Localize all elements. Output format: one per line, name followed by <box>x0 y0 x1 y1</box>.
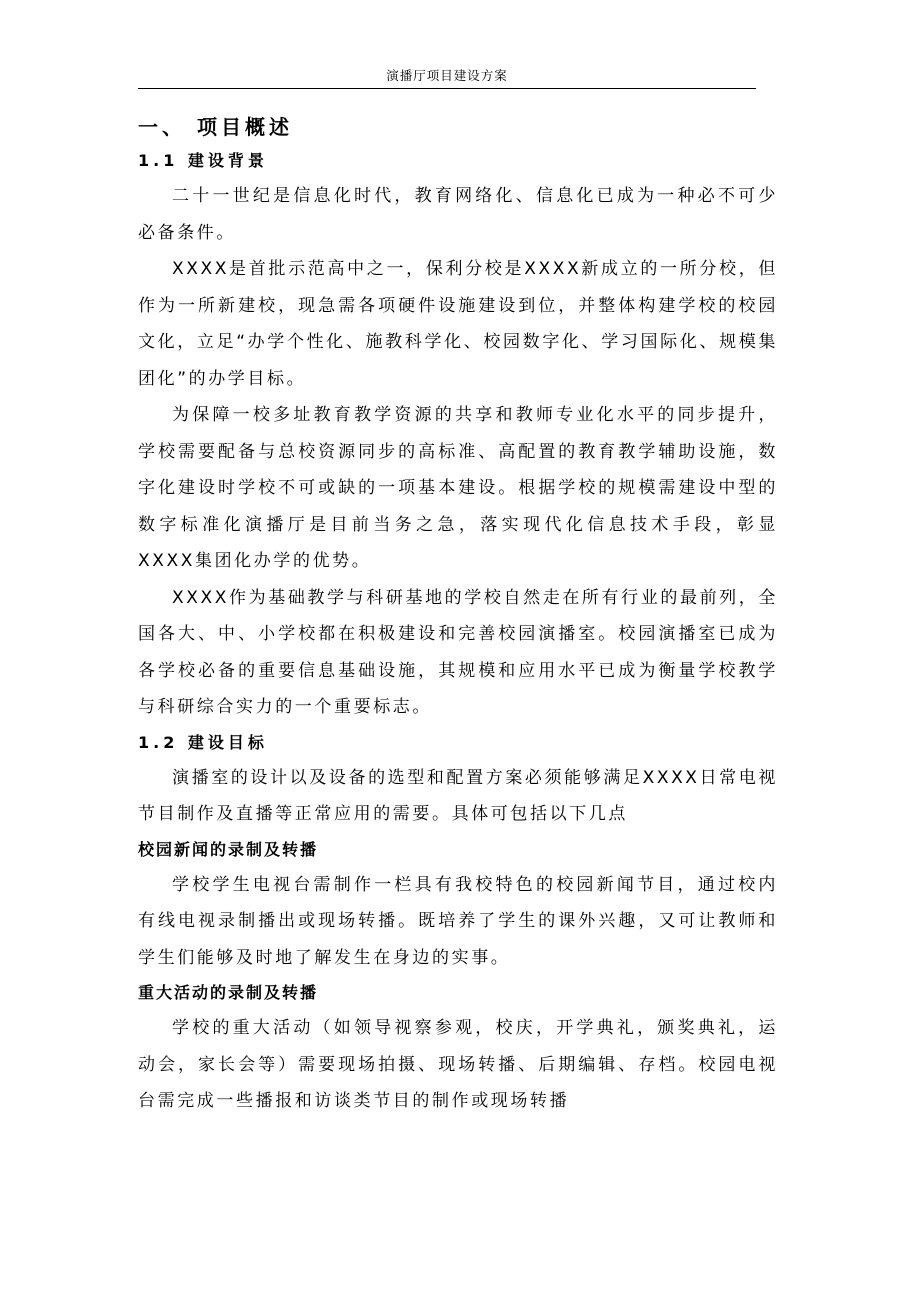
topic-title-major-events: 重大活动的录制及转播 <box>138 983 319 1002</box>
paragraph: 为保障一校多址教育教学资源的共享和教师专业化水平的同步提升，学校需要配备与总校资源同步的高标准、高配置的教育教学辅助设施，数字化建设时学校不可或缺的一项基本建设。根据学校的规模需建设中型的数字标准化演播厅是目前当务之急，落实现代化信息技术手段，彰显XXXX集团化办学的优势。 <box>138 405 778 571</box>
header-title: 演播厅项目建设方案 <box>386 68 508 83</box>
subsection-title-background: 1.1 建设背景 <box>138 151 268 170</box>
topic-title-campus-news: 校园新闻的录制及转播 <box>138 839 319 859</box>
paragraph: 演播室的设计以及设备的选型和配置方案必须能够满足XXXX日常电视节目制作及直播等正常应用的需要。具体可包括以下几点 <box>138 767 778 824</box>
paragraph: 二十一世纪是信息化时代，教育网络化、信息化已成为一种必不可少必备条件。 <box>138 186 778 243</box>
paragraph: XXXX是首批示范高中之一，保利分校是XXXX新成立的一所分校，但作为一所新建校，现急需各项硬件设施建设到位，并整体构建学校的校园文化，立足“办学个性化、施教科学化、校园数字化、学习国际化、规模集团化”的办学目标。 <box>138 259 778 389</box>
paragraph: XXXX作为基础教学与科研基地的学校自然走在所有行业的最前列，全国各大、中、小学校都在积极建设和完善校园演播室。校园演播室已成为各学校必备的重要信息基础设施，其规模和应用水平已成为衡量学校教学与科研综合实力的一个重要标志。 <box>138 587 778 717</box>
page-header <box>138 62 756 89</box>
document-body <box>138 110 778 1120</box>
section-title-overview: 一、 项目概述 <box>138 115 293 139</box>
subsection-title-goals: 1.2 建设目标 <box>138 732 268 752</box>
paragraph: 学校的重大活动（如领导视察参观，校庆，开学典礼，颁奖典礼，运动会，家长会等）需要现场拍摄、现场转播、后期编辑、存档。校园电视台需完成一些播报和访谈类节目的制作或现场转播 <box>138 1018 778 1111</box>
paragraph: 学校学生电视台需制作一栏具有我校特色的校园新闻节目，通过校内有线电视录制播出或现场转播。既培养了学生的课外兴趣，又可让教师和学生们能够及时地了解发生在身边的实事。 <box>138 874 778 968</box>
